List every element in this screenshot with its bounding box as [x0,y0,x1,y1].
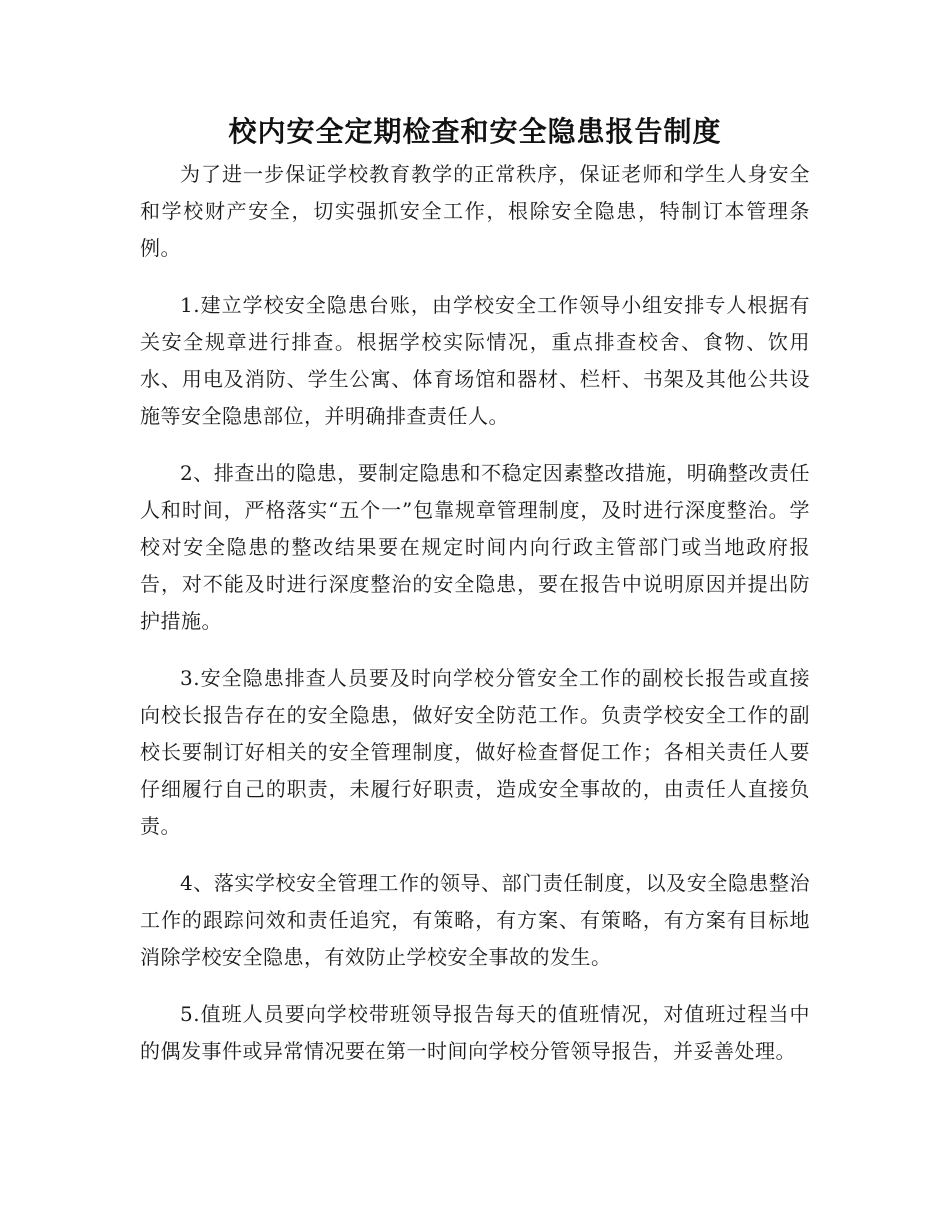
clause-1-paragraph: 1.建立学校安全隐患台账，由学校安全工作领导小组安排专人根据有关安全规章进行排查。根据学校实际情况，重点排查校舍、食物、饮用水、用电及消防、学生公寓、体育场馆和器材、栏杆、书架及其他公共设施等安全隐患部位，并明确排查责任人。 [140,293,810,428]
clause-5-paragraph: 5.值班人员要向学校带班领导报告每天的值班情况，对值班过程当中的偶发事件或异常情况要在第一时间向学校分管领导报告，并妥善处理。 [140,1002,810,1063]
clause-2-paragraph: 2、排查出的隐患，要制定隐患和不稳定因素整改措施，明确整改责任人和时间，严格落实“五个一”包靠规章管理制度，及时进行深度整治。学校对安全隐患的整改结果要在规定时间内向行政主管部门或当地政府报告，对不能及时进行深度整治的安全隐患，要在报告中说明原因并提出防护措施。 [140,461,810,633]
document-title: 校内安全定期检查和安全隐患报告制度 [228,115,722,148]
clause-3-paragraph: 3.安全隐患排查人员要及时向学校分管安全工作的副校长报告或直接向校长报告存在的安全隐患，做好安全防范工作。负责学校安全工作的副校长要制订好相关的安全管理制度，做好检查督促工作；各相关责任人要仔细履行自己的职责，未履行好职责，造成安全事故的，由责任人直接负责。 [140,666,810,838]
intro-paragraph: 为了进一步保证学校教育教学的正常秩序，保证老师和学生人身安全和学校财产安全，切实强抓安全工作，根除安全隐患，特制订本管理条例。 [140,162,810,260]
clause-4-paragraph: 4、落实学校安全管理工作的领导、部门责任制度，以及安全隐患整治工作的跟踪问效和责任追究，有策略，有方案、有策略，有方案有目标地消除学校安全隐患，有效防止学校安全事故的发生。 [140,871,810,969]
